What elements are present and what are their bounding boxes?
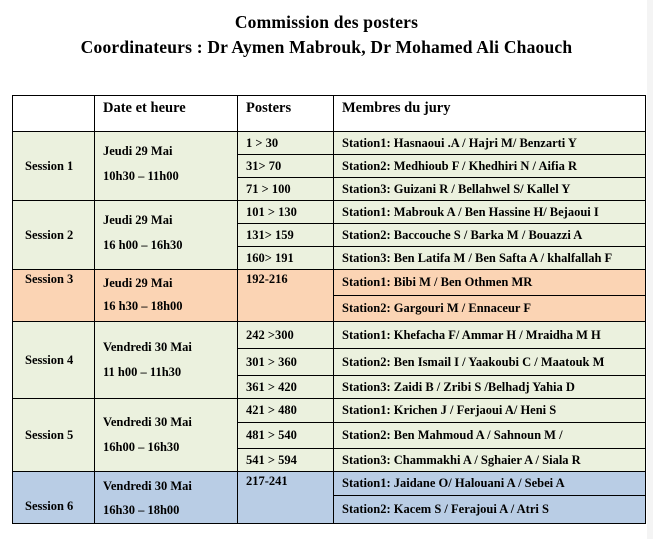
table-row (13, 322, 646, 349)
jury-members: Station1: Hasnaoui .A / Hajri M/ Benzarti Y (334, 132, 646, 155)
session-datetime (95, 472, 238, 524)
table-row (13, 472, 646, 496)
coordinators-line: Coordinateurs : Dr Aymen Mabrouk, Dr Mohamed Ali Chaouch (80, 37, 573, 57)
jury-members: Station2: Baccouche S / Barka M / Bouazzi A (334, 224, 646, 247)
poster-range: 361 > 420 (238, 376, 334, 399)
poster-range: 301 > 360 (238, 349, 334, 376)
jury-members: Station1: Khefacha F/ Ammar H / Mraidha M H (334, 322, 646, 349)
poster-range: 31> 70 (238, 155, 334, 178)
poster-range: 1 > 30 (238, 132, 334, 155)
poster-range: 217-241 (238, 472, 334, 524)
session-datetime (95, 201, 238, 270)
session-label: Session 3 (13, 270, 95, 322)
table-row (13, 399, 646, 423)
jury-members: Station2: Gargouri M / Ennaceur F (334, 296, 646, 322)
page-edge (647, 0, 653, 539)
session-date: Jeudi 29 Mai (103, 144, 173, 158)
jury-members: Station2: Ben Ismail I / Yaakoubi C / Maatouk M (334, 349, 646, 376)
poster-range: 192-216 (238, 270, 334, 322)
session-date: Vendredi 30 Mai (103, 340, 192, 354)
poster-range: 421 > 480 (238, 399, 334, 423)
header-date: Date et heure (95, 96, 238, 132)
session-time: 11 h00 – 11h30 (103, 365, 182, 379)
session-label: Session 5 (13, 399, 95, 472)
poster-range: 71 > 100 (238, 178, 334, 201)
session-date: Jeudi 29 Mai (103, 276, 173, 290)
session-label: Session 4 (13, 322, 95, 399)
header-posters: Posters (238, 96, 334, 132)
poster-range: 131> 159 (238, 224, 334, 247)
session-date: Vendredi 30 Mai (103, 479, 192, 493)
document-title: Commission des posters (234, 12, 419, 32)
session-time: 16 h30 – 18h00 (103, 299, 183, 313)
poster-range: 481 > 540 (238, 423, 334, 449)
jury-members: Station1: Mabrouk A / Ben Hassine H/ Bejaoui I (334, 201, 646, 224)
header-jury: Membres du jury (334, 96, 646, 132)
poster-range: 160> 191 (238, 247, 334, 270)
header-row (13, 96, 646, 132)
jury-members: Station3: Ben Latifa M / Ben Safta A / khalfallah F (334, 247, 646, 270)
session-datetime (95, 132, 238, 201)
table-row (13, 270, 646, 296)
schedule-table (12, 95, 646, 524)
jury-members: Station3: Guizani R / Bellahwel S/ Kallel Y (334, 178, 646, 201)
jury-members: Station2: Kacem S / Ferajoui A / Atri S (334, 496, 646, 524)
jury-members: Station2: Medhioub F / Khedhiri N / Aifia R (334, 155, 646, 178)
session-time: 10h30 – 11h00 (103, 169, 179, 183)
jury-members: Station3: Zaidi B / Zribi S /Belhadj Yahia D (334, 376, 646, 399)
session-time: 16h00 – 16h30 (103, 440, 180, 454)
session-datetime (95, 270, 238, 322)
header-session (13, 96, 95, 132)
jury-members: Station3: Chammakhi A / Sghaier A / Siala R (334, 449, 646, 472)
session-date: Jeudi 29 Mai (103, 213, 173, 227)
session-datetime (95, 322, 238, 399)
poster-range: 242 >300 (238, 322, 334, 349)
jury-members: Station2: Ben Mahmoud A / Sahnoun M / (334, 423, 646, 449)
table-row (13, 132, 646, 155)
session-label: Session 6 (13, 472, 95, 524)
jury-members: Station1: Jaidane O/ Halouani A / Sebei A (334, 472, 646, 496)
session-label: Session 1 (13, 132, 95, 201)
jury-members: Station1: Krichen J / Ferjaoui A/ Heni S (334, 399, 646, 423)
poster-range: 541 > 594 (238, 449, 334, 472)
session-time: 16 h00 – 16h30 (103, 238, 183, 252)
jury-members: Station1: Bibi M / Ben Othmen MR (334, 270, 646, 296)
poster-range: 101 > 130 (238, 201, 334, 224)
session-time: 16h30 – 18h00 (103, 503, 180, 517)
session-datetime (95, 399, 238, 472)
session-date: Vendredi 30 Mai (103, 415, 192, 429)
session-label: Session 2 (13, 201, 95, 270)
table-row (13, 201, 646, 224)
